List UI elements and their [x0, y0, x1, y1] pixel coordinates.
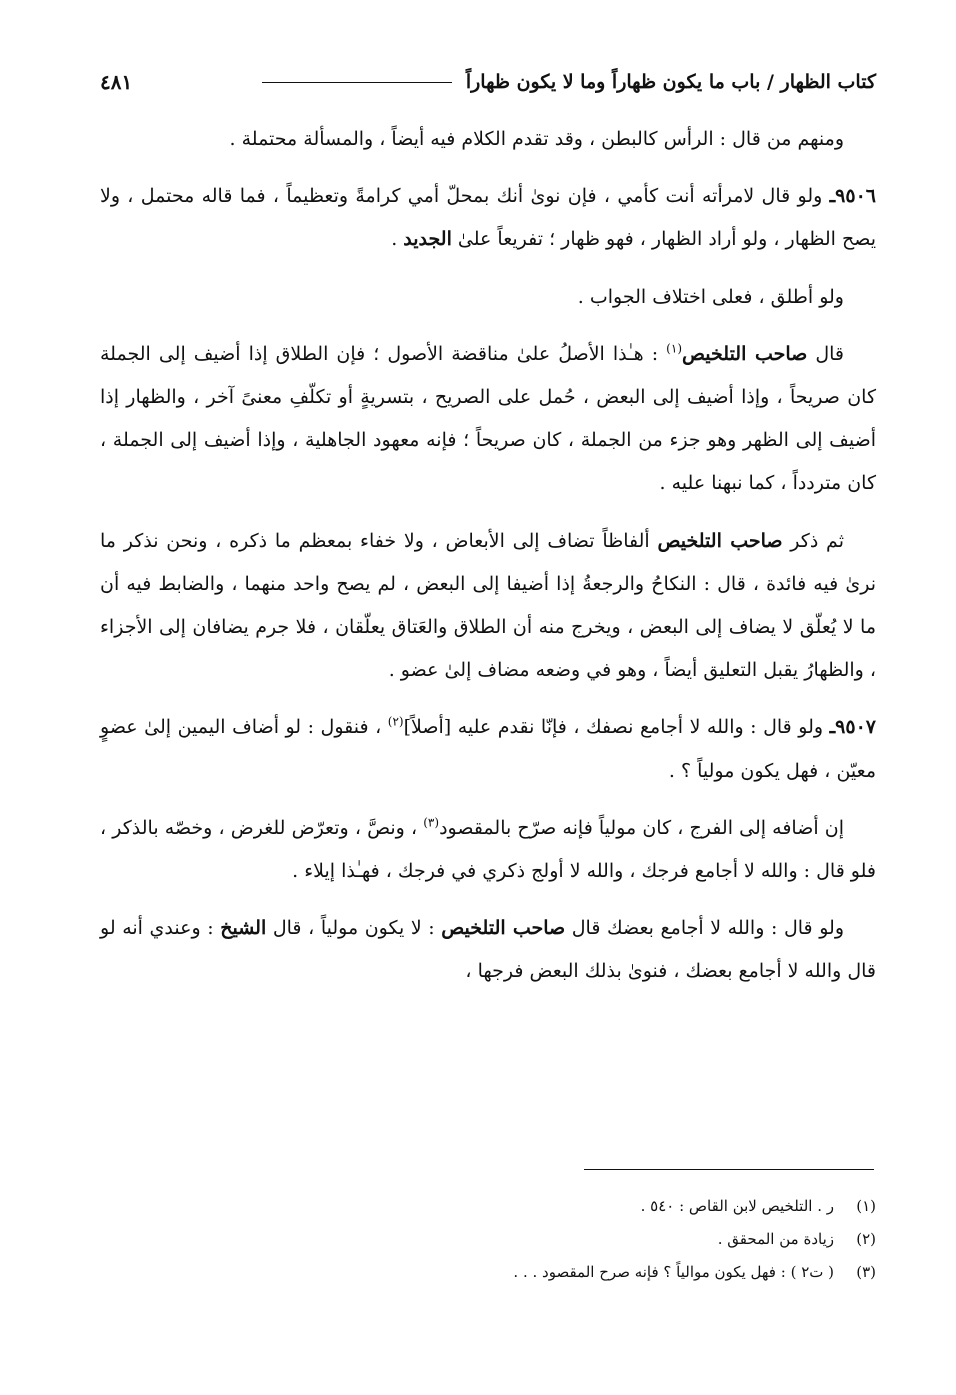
- footnote: [100, 1190, 876, 1223]
- footnote-ref[interactable]: (٣): [423, 815, 440, 830]
- paragraph: [100, 276, 876, 319]
- author-name: صاحب التلخيص: [682, 342, 808, 365]
- footnote-number: (٢): [856, 1230, 876, 1248]
- paragraph-text: ألفاظاً تضاف إلى الأبعاض ، ولا خفاء بمعظم ما ذكره ، ونحن نذكر ما نرىٰ فيه فائدة ، قال : النكاحُ والرجعةُ إذا أضيفا إلى البعض ، لم يصح واحد منهما ، والضابط فيه أن ما لا يُعلّق لا يضاف إلى البعض ، ويخرج منه أن الطلاق والعَتاق يعلّقان ، فلا جرم يضافان إلى الأجزاء ، والظهارُ يقبل التعليق أيضاً ، وهو في وضعه مضاف إلىٰ عضو .: [100, 529, 876, 682]
- footnotes: [100, 1190, 876, 1289]
- paragraph-text: : وعندي أنه لو قال والله لا أجامع بعضك ، فنوىٰ بذلك البعض فرجها ،: [100, 917, 876, 983]
- paragraph-text: ومنهم من قال : الرأس كالبطن ، وقد تقدم الكلام فيه أيضاً ، والمسألة محتملة .: [229, 128, 844, 150]
- paragraph-text: ثم ذكر: [782, 529, 844, 552]
- main-text: [100, 118, 876, 1008]
- paragraph: [100, 175, 876, 261]
- paragraph-text: ولو أطلق ، فعلى اختلاف الجواب .: [577, 285, 844, 308]
- issue-number: ٩٥٠٧ـ: [829, 716, 876, 739]
- paragraph-text: : لا يكون مولياً ، قال: [266, 917, 442, 940]
- footnote-separator: [584, 1169, 874, 1170]
- paragraph-text: ، ونصَّ ، وتعرّض للغرض ، وخصّه بالذكر ، فلو قال : والله لا أجامع فرجك ، والله لا أولج ذكري في فرجك ، فهـٰذا إيلاء .: [100, 816, 876, 883]
- footnote: [100, 1256, 876, 1289]
- paragraph-text: ، فنقول : لو أضاف اليمين إلىٰ عضوٍ معيّن ، فهل يكون مولياً ؟ .: [100, 716, 876, 782]
- author-name: صاحب التلخيص: [657, 529, 783, 552]
- paragraph-text: ولو قال : والله لا أجامع بعضك قال: [565, 917, 844, 940]
- footnote-number: (٣): [856, 1263, 876, 1281]
- paragraph-text: قال: [807, 342, 845, 365]
- paragraph: [100, 907, 876, 993]
- bold-term: الجديد: [403, 228, 452, 251]
- paragraph: [100, 333, 876, 506]
- paragraph: [100, 706, 876, 792]
- paragraph-text: إن أضافه إلى الفرج ، كان مولياً فإنه صرّح بالمقصود: [439, 816, 844, 839]
- paragraph-text: : هـٰذا الأصلُ علىٰ مناقضة الأصول ؛ فإن الطلاق إذا أضيف إلى الجملة كان صريحاً ، وإذا أضيف إلى البعض ، حُمل على الصريح ، بتسريةٍ أو تكلّفِ معنىً آخر ، والظهار إذا أضيف إلى الظهر وهو جزء من الجملة ، كان صريحاً ؛ فإنه معهود الجاهلية ، وإذا أضيف إلى الجملة ، كان متردداً ، كما نبهنا عليه .: [100, 342, 876, 495]
- paragraph: [100, 807, 876, 893]
- footnote-ref[interactable]: (٢): [387, 715, 404, 730]
- paragraph-text: .: [391, 228, 404, 251]
- running-title: كتاب الظهار / باب ما يكون ظهاراً وما لا يكون ظهاراً: [465, 71, 876, 93]
- footnote-text: زيادة من المحقق .: [717, 1230, 834, 1248]
- page-number: ٤٨١: [100, 70, 133, 94]
- paragraph: [100, 118, 876, 161]
- header-rule: [262, 82, 452, 83]
- issue-number: ٩٥٠٦ـ: [829, 185, 876, 208]
- footnote-text: ر . التلخيص لابن القاص : ٥٤٠ .: [640, 1197, 834, 1215]
- footnote: [100, 1223, 876, 1256]
- paragraph-text: ولو قال لامرأته أنت كأمي ، فإن نوىٰ أنك بمحلّ أمي كرامةً وتعظيماً ، فما قاله محتمل ، ولا يصح الظهار ، ولو أراد الظهار ، فهو ظهار ؛ تفريعاً علىٰ: [100, 185, 876, 251]
- author-name: صاحب التلخيص: [441, 917, 566, 940]
- footnote-number: (١): [856, 1197, 876, 1215]
- paragraph: [100, 520, 876, 693]
- footnote-text: ( ت٢ ) : فهل يكون موالياً ؟ فإنه صرح المقصود . . .: [513, 1263, 834, 1281]
- paragraph-text: ولو قال : والله لا أجامع نصفك ، فإنّا نقدم عليه [أصلاً]: [403, 716, 830, 739]
- footnote-ref[interactable]: (١): [666, 341, 682, 356]
- author-name: الشيخ: [220, 917, 267, 940]
- running-header: [100, 62, 876, 102]
